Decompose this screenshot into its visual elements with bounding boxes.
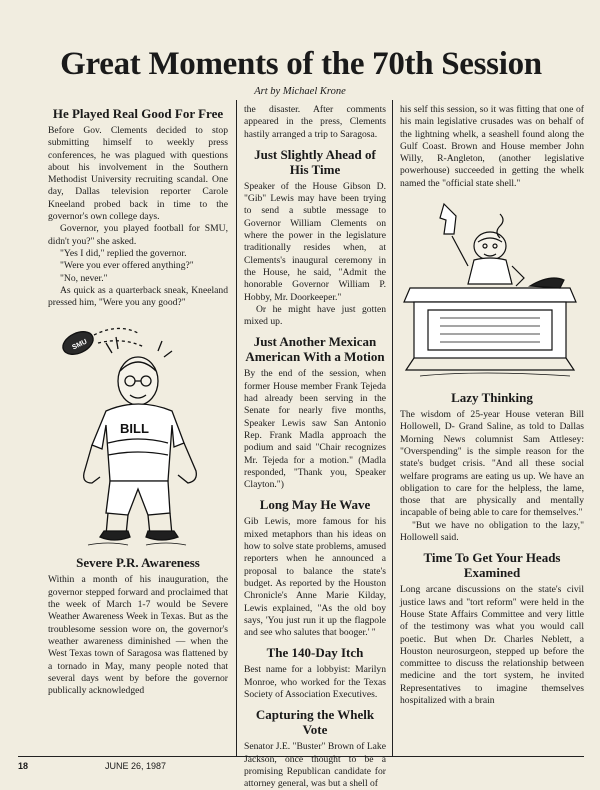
headline-whelk-vote: Capturing the Whelk Vote xyxy=(255,707,375,738)
article-paragraph: Gib Lewis, more famous for his mixed metaphors than his ideas on how to solve state problems, amused reporters when he announced a proposal to balance the state's budget. As reported by the Houston Chronicle's Anne Marie Kilday, Lewis explained, "As the old boy says, 'You just run it up the flagpole and see who salutes that booger.' " xyxy=(244,516,386,639)
article-paragraph: "No, never." xyxy=(60,272,108,284)
article-paragraph: By the end of the session, when former House member Frank Tejeda had already been serving in the Senate for nearly five months, Speaker Lewis saw San Antonio Rep. Frank Madla approach the podium and said "Chair recognizes Mr. Tejeda for a motion." (Madla responded, "Thank you, Speaker Clayton.") xyxy=(244,368,386,491)
football-label: SMU xyxy=(71,338,89,352)
issue-date: JUNE 26, 1987 xyxy=(105,761,167,771)
headline-heads-examined: Time To Get Your Heads Examined xyxy=(423,550,561,581)
article-paragraph: "Were you ever offered anything?" xyxy=(60,260,194,272)
column-1 xyxy=(48,104,228,697)
football-player-drawing xyxy=(48,313,228,553)
column-divider-1 xyxy=(236,100,237,756)
headline-played-real-good: He Played Real Good For Free xyxy=(52,106,224,121)
headline-long-may-he-wave: Long May He Wave xyxy=(259,497,371,513)
desk-cartoon-illustration xyxy=(400,194,584,384)
article-paragraph: Within a month of his inauguration, the governor stepped forward and proclaimed that the week of March 1-7 would be Severe Weather Awareness Week in Texas. But as the troublesome session wore on, the governor's weather awareness diminished — when the West Texas town of Saragosa was flattened by a tornado in May, many people noted that several days went by before the governor publically acknowledged xyxy=(48,574,228,697)
article-paragraph: Senator J.E. "Buster" Brown of Lake Jackson, once thought to be a promising Republican candidate for attorney general, was but a shell of xyxy=(244,741,386,790)
column-divider-2 xyxy=(392,100,393,756)
article-paragraph: the disaster. After comments appeared in the press, Clements hastily arranged a trip to Saragosa. xyxy=(244,104,386,140)
football-cartoon-illustration xyxy=(48,313,228,553)
column-3 xyxy=(400,104,584,707)
headline-lazy-thinking: Lazy Thinking xyxy=(451,390,533,406)
headline-severe-pr-awareness: Severe P.R. Awareness xyxy=(76,555,200,571)
headline-mexican-american-motion: Just Another Mexican American With a Motion xyxy=(245,334,385,365)
article-paragraph: "Yes I did," replied the governor. xyxy=(60,247,187,259)
article-paragraph: Speaker of the House Gibson D. "Gib" Lewis may have been trying to send a subtle message to Governor William Clements on where the power in the legislature traditionally resides when, at Clements's inaugural ceremony in the House, he said, "Admit the honorable Governor William P. Hobby, Mr. Doorkeeper." xyxy=(244,180,386,303)
article-paragraph: Or he might have just gotten mixed up. xyxy=(244,303,386,328)
article-paragraph: Best name for a lobbyist: Marilyn Monroe, who worked for the Texas Society of Association Executives. xyxy=(244,664,386,700)
page-number: 18 xyxy=(18,761,29,771)
art-credit: Art by Michael Krone xyxy=(254,86,346,97)
lazy-thinking-drawing xyxy=(400,194,584,384)
article-paragraph: "But we have no obligation to the lazy," Hollowell said. xyxy=(400,519,584,544)
article-paragraph: his self this session, so it was fitting that one of his main legislative crusades was on behalf of the lightning whelk, a seashell found along the Gulf Coast. Brown and House member John Willy, R-Angleton, (another legislative powerhouse) succeeded in getting the whelk named the "official state shell." xyxy=(400,104,584,189)
article-paragraph: Governor, you played football for SMU, didn't you?" she asked. xyxy=(48,223,228,247)
article-paragraph: As quick as a quarterback sneak, Kneeland pressed him, "Were you any good?" xyxy=(48,284,228,309)
headline-140-day-itch: The 140-Day Itch xyxy=(266,645,364,661)
column-2 xyxy=(244,104,386,790)
article-paragraph: Before Gov. Clements decided to stop submitting himself to weekly press conferences, he was plagued with questions about his involvement in the Southern Methodist University recruiting scandal. One day, Dallas television reporter Carole Kneeland probed back in time to the governor's own college days. xyxy=(48,125,228,223)
article-paragraph: The wisdom of 25-year House veteran Bill Hollowell, D- Grand Saline, as told to Dallas Morning News columnist Sam Attlesey: "Overspending" is the simple reason for the state's budget crisis. "And all these social welfare programs are eating us up. We have an obligation to care for the helpless, the lame, those that are physically and mentally incapable of being able to care for themselves." xyxy=(400,409,584,519)
headline-slightly-ahead: Just Slightly Ahead of His Time xyxy=(254,146,376,177)
page-title: Great Moments of the 70th Session xyxy=(60,46,542,82)
article-paragraph: Long arcane discussions on the state's civil justice laws and "tort reform" were held in the House State Affairs Committee and very little of the testimony was what you would call poetic. But when Dr. Charles Neblett, a Houston neurosurgeon, stepped up before the committee to discuss the relationship between medicine and the tort system, he invited Representatives to imagine themselves hospitalized with a brain xyxy=(400,584,584,707)
jersey-label: BILL xyxy=(120,421,149,437)
